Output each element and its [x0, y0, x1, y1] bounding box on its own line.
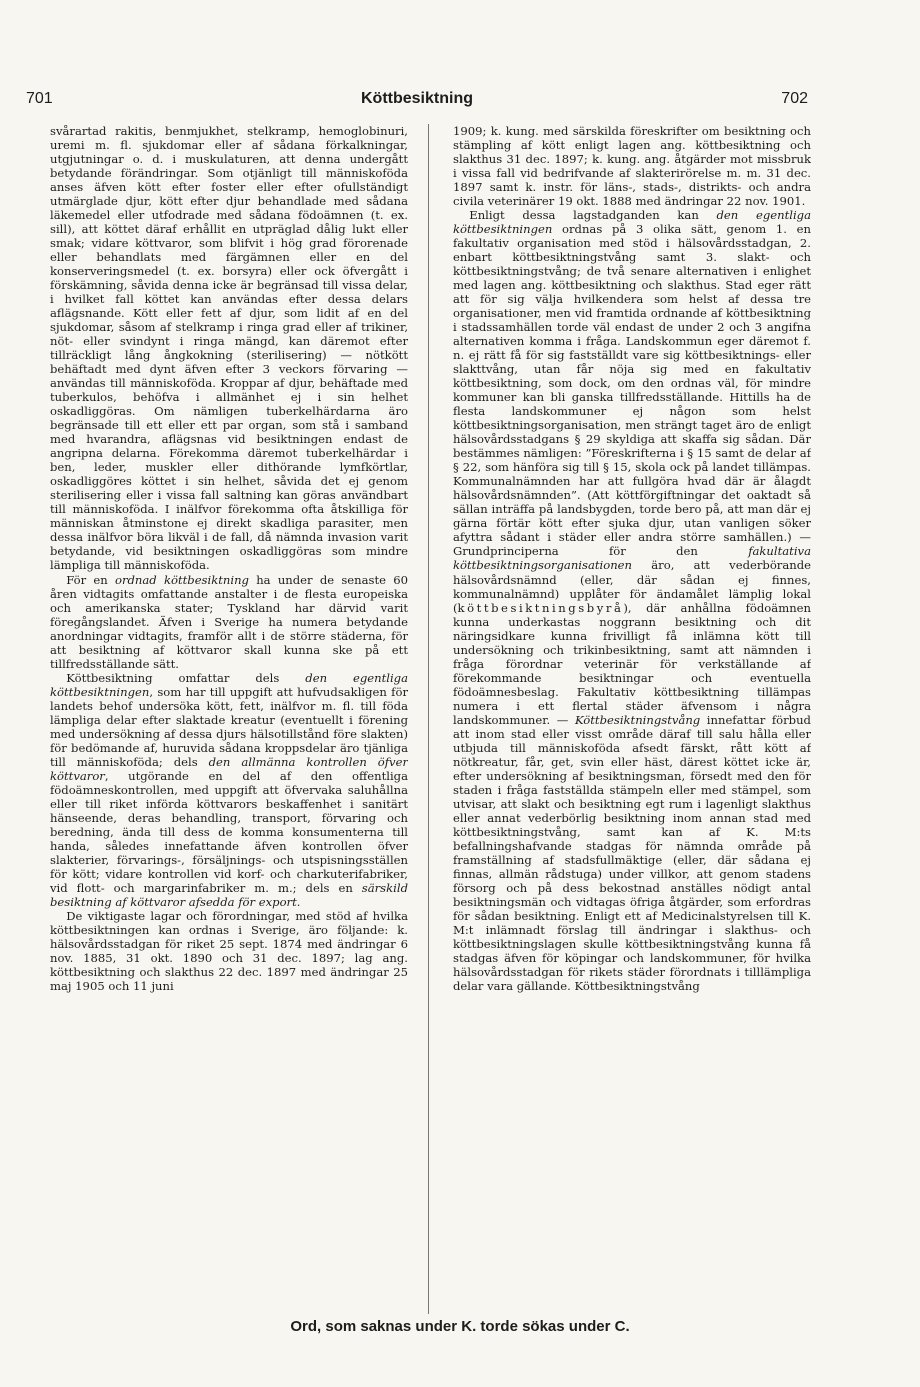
text-run: , som har till uppgift att hufvudsakligen för landets behof undersöka kött, fett, inälfvor m. fl. till föda lämpliga delar efter slaktade kreatur (eventuellt i förening med undersökning af dessa djurs hälsotillstånd före slakten) för bedömande af, huruvida sådana kroppsdelar äro tjänliga till människoföda; dels: [50, 684, 408, 769]
emphasis-term: den allmänna kontrollen öfver köttvaror: [50, 754, 408, 783]
page-header: [26, 90, 808, 110]
left-paragraph-3: [50, 671, 408, 909]
page-number-right: 702: [781, 90, 808, 107]
text-run: ordnas på 3 olika sätt, genom 1. en fakultativ organisation med stöd i hälsovårdsstadgan, 2. enbart köttbesiktningstvång samt 3. slakt- och köttbesiktningstvång; de två senare alternativen i enlighet med lagen ang. köttbesiktning och slakthus. Stad eger rätt att för sig välja hvilkendera som helst af dessa tre organisationer, men vid framtida ordnande af köttbesiktning i stadssamhällen torde väl endast de under 2 och 3 angifna alternativen komma i fråga. Landskommun eger däremot f. n. ej rätt få för sig fastställdt vare sig köttbesiktnings- eller slakttvång, utan får nöja sig med en fakultativ köttbesiktning, som dock, om den ordnas väl, för mindre kommuner kan bli ganska tillfredsställande. Hittills ha de flesta landskommuner ej någon som helst köttbesiktningsorganisation, men strängt taget äro de enligt hälsovårdsstadgans § 29 skyldiga att skaffa sig sådan. Där bestämmes nämligen: ”Föreskrifterna i § 15 samt de delar af § 22, som hänföra sig till § 15, skola ock på landet tillämpas. Kommunalnämnden har att fullgöra hvad där är ålagdt hälsovårdsnämnden”. (Att köttförgiftningar det oaktadt så sällan inträffa på landsbygden, torde bero på, att man där ej gärna förtär kött efter sjuka djur, utan vanligen söker afyttra sådant i städer eller andra större samhällen.) — Grundprinciperna för den: [453, 222, 811, 559]
text-run: äro, att vederbörande hälsovårdsnämnd (eller, där sådan ej finnes, kommunalnämnd) upplåter för ändamålet lämplig lokal (: [453, 558, 811, 615]
text-run: Enligt dessa lagstadganden kan: [469, 208, 717, 223]
emphasis-term: den egentliga köttbesiktningen: [453, 208, 811, 237]
page-number-left: 701: [26, 90, 53, 107]
left-paragraph-2: [50, 573, 408, 671]
right-paragraph-1: 1909; k. kung. med särskilda föreskrifter om besiktning och stämpling af kött enligt lagen ang. köttbesiktning och slakthus 31 dec. 1897; k. kung. ang. åtgärder mot missbruk i vissa fall vid bedrifvande af slakterirörelse m. m. 31 dec. 1897 samt k. instr. för läns-, stads-, distrikts- och andra civila veterinärer 19 okt. 1888 med ändringar 22 nov. 1901.: [453, 124, 811, 209]
text-run: Köttbesiktning omfattar dels: [66, 670, 306, 685]
spaced-term: köttbesiktningsbyrå: [457, 600, 624, 615]
emphasis-term: den egentliga köttbesiktningen: [50, 670, 408, 699]
left-column: [50, 124, 408, 1364]
text-run: , utgörande en del af den offentliga födoämneskontrollen, med uppgift att öfvervaka saluhållna eller till riket införda köttvarors beskaffenhet i sanitärt hänseende, deras behandling, transport, förvaring och beredning, ända till dess de komma konsumenterna till handa, således innefattande äfven kontrollen öfver slakterier, förvarings-, försäljnings- och utspisningsställen för kött; vidare kontrollen vid korf- och charkuterifabriker, vid flott- och margarinfabriker m. m.; dels en: [50, 768, 408, 895]
text-run: För en: [66, 572, 115, 587]
right-paragraph-2: [453, 208, 811, 993]
text-run: ha under de senaste 60 åren vidtagits omfattande anstalter i de flesta europeiska och amerikanska stater; Tyskland har därvid varit föregångslandet. Äfven i Sverige ha numera betydande anordningar vidtagits, framför allt i de större städerna, för att besiktning af köttvaror skall kunna ske på ett tillfredsställande sätt.: [50, 572, 408, 671]
left-paragraph-4: De viktigaste lagar och förordningar, med stöd af hvilka köttbesiktningen kan ordnas i Sverige, äro följande: k. hälsovårdsstadgan för riket 25 sept. 1874 med ändringar 6 nov. 1885, 31 okt. 1890 och 31 dec. 1897; lag ang. köttbesiktning och slakthus 22 dec. 1897 med ändringar 25 maj 1905 och 11 juni: [50, 908, 408, 993]
emphasis-term: fakultativa köttbesiktningsorganisationen: [453, 544, 811, 573]
running-title: Köttbesiktning: [361, 90, 473, 107]
emphasis-term: Köttbesiktningstvång: [574, 712, 701, 727]
text-run: innefattar förbud att inom stad eller visst område däraf till salu hålla eller utbjuda till människoföda afsedt färskt, rått kött af nötkreatur, får, get, svin eller häst, därest köttet icke är, efter undersökning af besiktningsman, försedt med den för staden i fråga fastställda stämpeln eller med stämpel, som utvisar, att slakt och besiktning egt rum i lagenligt slakthus eller annat vederbörlig besiktning inom annan stad med köttbesiktningstvång, samt kan af K. M:ts befallningshafvande stadgas för nämnda område på framställning af stadsfullmäktige (eller, där sådana ej finnas, allmän rådstuga) under villkor, att genom stadens försorg och på dess bekostnad anställes nödigt antal besiktningsmän och vidtagas öfriga åtgärder, som erfordras för sådan besiktning. Enligt ett af Medicinalstyrelsen till K. M:t inlämnadt förslag till ändringar i slakthus- och köttbesiktningslagen skulle köttbesiktningstvång kunna få stadgas äfven för köpingar och landskommuner, för hvilka hälsovårdsstadgan för rikets städer förordnats i tilllämpliga delar vara gällande. Köttbesiktningstvång: [453, 712, 811, 993]
left-paragraph-1: svårartad rakitis, benmjukhet, stelkramp, hemoglobinuri, uremi m. fl. sjukdomar eller af sådana förkalkningar, utgjutningar o. d. i muskulaturen, att denna undergått betydande förändringar. Som otjänligt till människoföda anses äfven kött efter foster eller efter ofullständigt utmärglade djur, kött efter djur behandlade med sådana läkemedel eller utfodrade med sådana födoämnen (t. ex. sill), att köttet däraf erhållit en utpräglad dålig lukt eller smak; vidare köttvaror, som blifvit i hög grad förorenade eller behandlats med färgämnen eller en del konserveringsmedel (t. ex. borsyra) eller ock öfvergått i förskämning, såvida denna icke är begränsad till vissa delar, i hvilket fall köttet kan användas efter dessa delars aflägsnande. Kött eller fett af djur, som lidit af en del sjukdomar, såsom af stelkramp i ringa grad eller af trikiner, nöt- eller svindynt i ringa mängd, kan däremot efter tillräckligt lång ångkokning (sterilisering) — nötkött behäftadt med dynt äfven efter 3 veckors förvaring — användas till människoföda. Kroppar af djur, behäftade med tuberkulos, behöfva i allmänhet ej i sin helhet oskadliggöras. Om nämligen tuberkelhärdarna äro begränsade till ett eller ett par organ, som stå i samband med hvarandra, aflägsnas vid besiktningen endast de angripna delarna. Förekomma däremot tuberkelhärdar i ben, leder, muskler eller dithörande lymfkörtlar, oskadliggöres köttet i sin helhet, såvida det ej genom sterilisering eller i vissa fall saltning kan göras användbart till människoföda. I inälfvor förekomma ofta åtskilliga för människan åtminstone ej direkt skadliga parasiter, men dessa inälfvor böra likväl i de fall, då nämnda invasion varit betydande, vid besiktningen oskadliggöras som mindre lämpliga till människoföda.: [50, 124, 408, 573]
emphasis-term: ordnad köttbesiktning: [114, 572, 249, 587]
emphasis-term: särskild besiktning af köttvaror afsedda för export: [50, 880, 408, 909]
column-divider: [428, 124, 429, 1314]
text-run: ), där anhållna födoämnen kunna underkastas noggrann besiktning och dit näringsidkare kunna frivilligt få inlämna kött till undersökning och trikinbesiktning, samt att nämnden i fråga förordnar veterinär för verkställande af förekommande besiktningar och eventuella födoämnesbeslag. Fakultativ köttbesiktning tillämpas numera i ett flertal städer äfvensom i några landskommuner. —: [453, 600, 811, 727]
right-column: [453, 124, 811, 1364]
text-run: .: [296, 894, 301, 909]
page-footer-note: Ord, som saknas under K. torde sökas under C.: [290, 1318, 630, 1335]
